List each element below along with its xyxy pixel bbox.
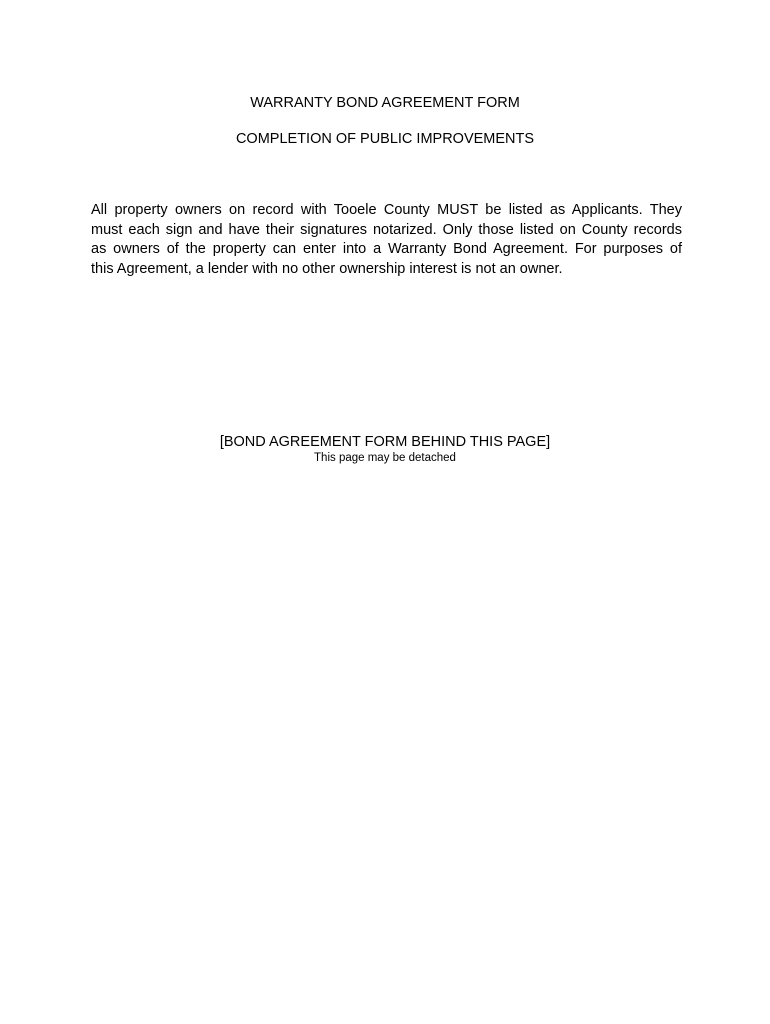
- document-subtitle: COMPLETION OF PUBLIC IMPROVEMENTS: [235, 131, 535, 147]
- owner-notice-line: All property owners on record with Tooele County MUST be listed as Applicants. They: [91, 202, 682, 218]
- detach-note: This page may be detached: [314, 452, 456, 464]
- form-behind-page-note: [BOND AGREEMENT FORM BEHIND THIS PAGE]: [219, 434, 551, 450]
- document-title: WARRANTY BOND AGREEMENT FORM: [250, 95, 520, 111]
- owner-notice-paragraph: [91, 201, 682, 279]
- owner-notice-line: this Agreement, a lender with no other ownership interest is not an owner.: [91, 260, 563, 277]
- owner-notice-line: must each sign and have their signatures notarized. Only those listed on County records: [91, 221, 682, 238]
- owner-notice-line: as owners of the property can enter into a Warranty Bond Agreement. For purposes of: [91, 241, 682, 257]
